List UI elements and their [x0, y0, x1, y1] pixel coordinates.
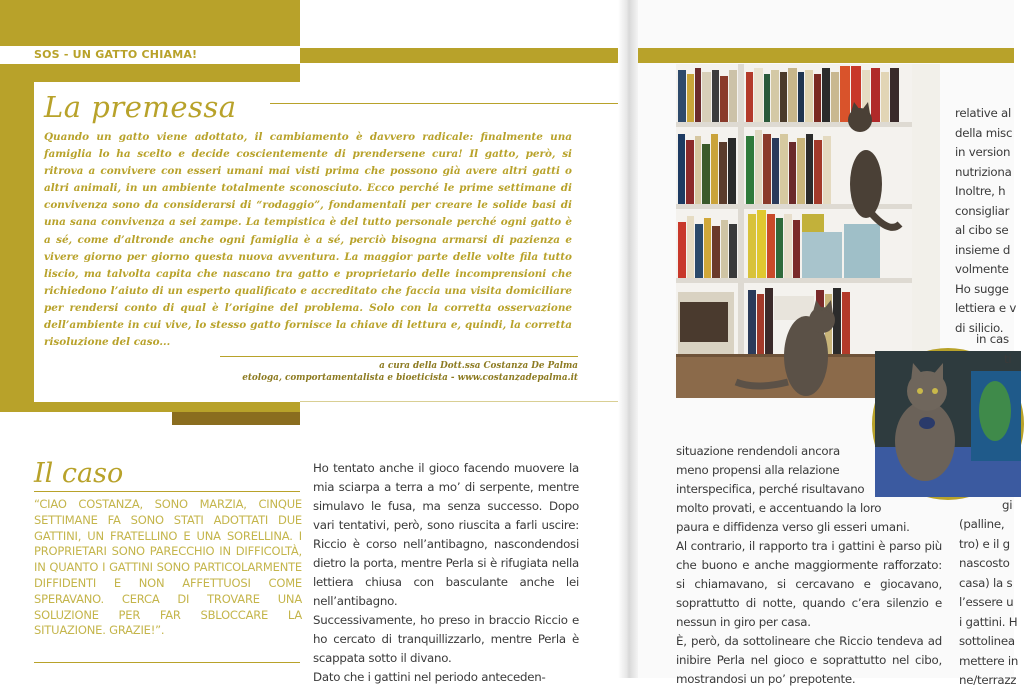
text-fragment: tro) e il g [959, 536, 1010, 551]
text-fragment: sottolinea [959, 634, 1015, 648]
text-line: meno propensi alla relazione [676, 463, 840, 477]
section-label: SOS - UN GATTO CHIAMA! [34, 48, 198, 61]
text-line: interspecifica, perché risultavano [676, 482, 865, 496]
intro-title-rule [270, 103, 626, 104]
text-line: paura e diffidenza verso gli esseri umani. [676, 520, 910, 534]
paragraph: Dato che i gattini nel periodo anteceden- [313, 670, 546, 684]
text-fragment: gi [1002, 498, 1013, 512]
text-line: situazione rendendoli ancora [676, 444, 840, 458]
paragraph: È, però, da sottolineare che Riccio tendeva ad inibire Perla nel gioco e soprattutto nel cibo, mostrandosi un po’ prepotente. [676, 634, 942, 686]
intro-bottom-rule [300, 401, 626, 402]
intro-title: La premessa [44, 90, 237, 124]
text-fragment: volmente [955, 262, 1009, 276]
text-fragment: insieme d [955, 242, 1011, 257]
text-fragment: nutriziona [955, 164, 1012, 179]
text-fragment: ti [1004, 352, 1012, 366]
text-fragment: della misc [955, 125, 1013, 140]
paragraph: Ho tentato anche il gioco facendo muovere la mia sciarpa a terra a mo’ di serpente, mentre simulavo le fusa, ma senza successo. Dopo vari tentativi, però, sono riuscita a farli uscire: Riccio è corso nell’antibagno, nascondendosi dietro la porta, mentre Perla si è rifugiata nella lettiera chiusa con basculante anche lei nell’antibagno. [313, 461, 579, 608]
gold-band-left [300, 48, 628, 63]
text-fragment: al cibo se [955, 223, 1009, 237]
author-role: etologa, comportamentalista e bioeticista - www.costanzadepalma.it [242, 373, 578, 383]
body-column-left [313, 459, 579, 687]
right-column-bottom [959, 515, 1018, 691]
case-quote: “CIAO COSTANZA, SONO MARZIA, CINQUE SETTIMANE FA SONO STATI ADOTTATI DUE GATTINI, UN FRATELLINO E UNA SORELLINA. I PROPRIETARI SONO PARECCHIO IN DIFFICOLTÀ, IN QUANTO I GATTINI SONO PARTICOLARMENTE DIFFIDENTI E NON AFFETTUOSI COME SPERAVANO. CERCA DI TROVARE UNA SOLUZIONE PER FAR SBLOCCARE LA SITUAZIONE. GRAZIE!”. [34, 497, 302, 638]
text-fragment: in cas [976, 332, 1009, 346]
case-rule-bottom [34, 662, 300, 663]
gold-header-block [0, 0, 300, 46]
text-line: molto provati, e accentuando la loro [676, 501, 882, 515]
text-fragment: lettiera e v [955, 301, 1017, 315]
page-gutter [618, 0, 638, 678]
author-credit: a cura della Dott.ssa Costanza De Palma [379, 361, 578, 371]
bookshelf-cats-photo [676, 64, 940, 398]
text-fragment: relative al [955, 106, 1012, 120]
gold-band-right [638, 48, 1014, 63]
text-fragment: i gattini. H [959, 614, 1018, 629]
text-fragment: ne/terrazz [959, 673, 1017, 687]
paragraph: Al contrario, il rapporto tra i gattini è parso più che buono e anche maggiormente rafforzato: si chiamavano, si cercavano e giocavano, soprattutto di notte, quando c’era silenzio e nessun in giro per casa. [676, 539, 942, 629]
text-fragment: casa) la s [959, 575, 1013, 590]
ribbon-tab [172, 412, 300, 425]
text-fragment: Ho sugge [955, 281, 1009, 296]
paragraph: Successivamente, ho preso in braccio Riccio e ho cercato di tranquillizzarlo, mentre Perla è scappata sotto il divano. [313, 613, 579, 665]
case-rule-top [34, 491, 300, 492]
intro-text: Quando un gatto viene adottato, il cambiamento è davvero radicale: finalmente una famiglia lo ha scelto e decide coscientemente di prendersene cura! Il gatto, però, si ritrova a convivere con esseri umani mai visti prima che possono già avere altri gatti o altri animali, in un ambiente totalmente sconosciuto. Ecco perché le prime settimane di convivenza sono da considerarsi di “rodaggio”, fondamentali per creare le solide basi di una sana convivenza a sei zampe. La tempistica è del tutto personale perché ogni gatto è a sé, come d’altronde anche ogni famiglia è a sé, perciò bisogna armarsi di pazienza e vivere giorno per giorno questa nuova avventura. La maggior parte delle volte fila tutto liscio, ma talvolta capita che nascano tra gatto e proprietario delle incomprensioni che richiedono l’aiuto di un esperto qualificato e accreditato che faccia una visita domiciliare per rendersi conto di qual è l’origine del problema. Solo con la corretta osservazione dell’ambiente in cui vive, lo stesso gatto fornisce la chiave di lettura e, quindi, la corretta risoluzione del caso... [44, 131, 572, 349]
text-fragment: consigliar [955, 203, 1010, 218]
credit-rule [220, 356, 578, 357]
photo-illustration [676, 64, 940, 398]
text-fragment: Inoltre, h [955, 184, 1006, 198]
right-column-top [955, 104, 1016, 338]
body-column-middle [676, 442, 942, 689]
text-fragment: in version [955, 145, 1011, 159]
text-fragment: l’essere u [959, 595, 1014, 609]
text-fragment: di silicio. [955, 320, 1004, 335]
text-fragment: mettere in [959, 653, 1019, 668]
text-fragment: nascosto [959, 556, 1010, 570]
text-fragment: (palline, [959, 517, 1005, 531]
case-title: Il caso [34, 458, 124, 489]
